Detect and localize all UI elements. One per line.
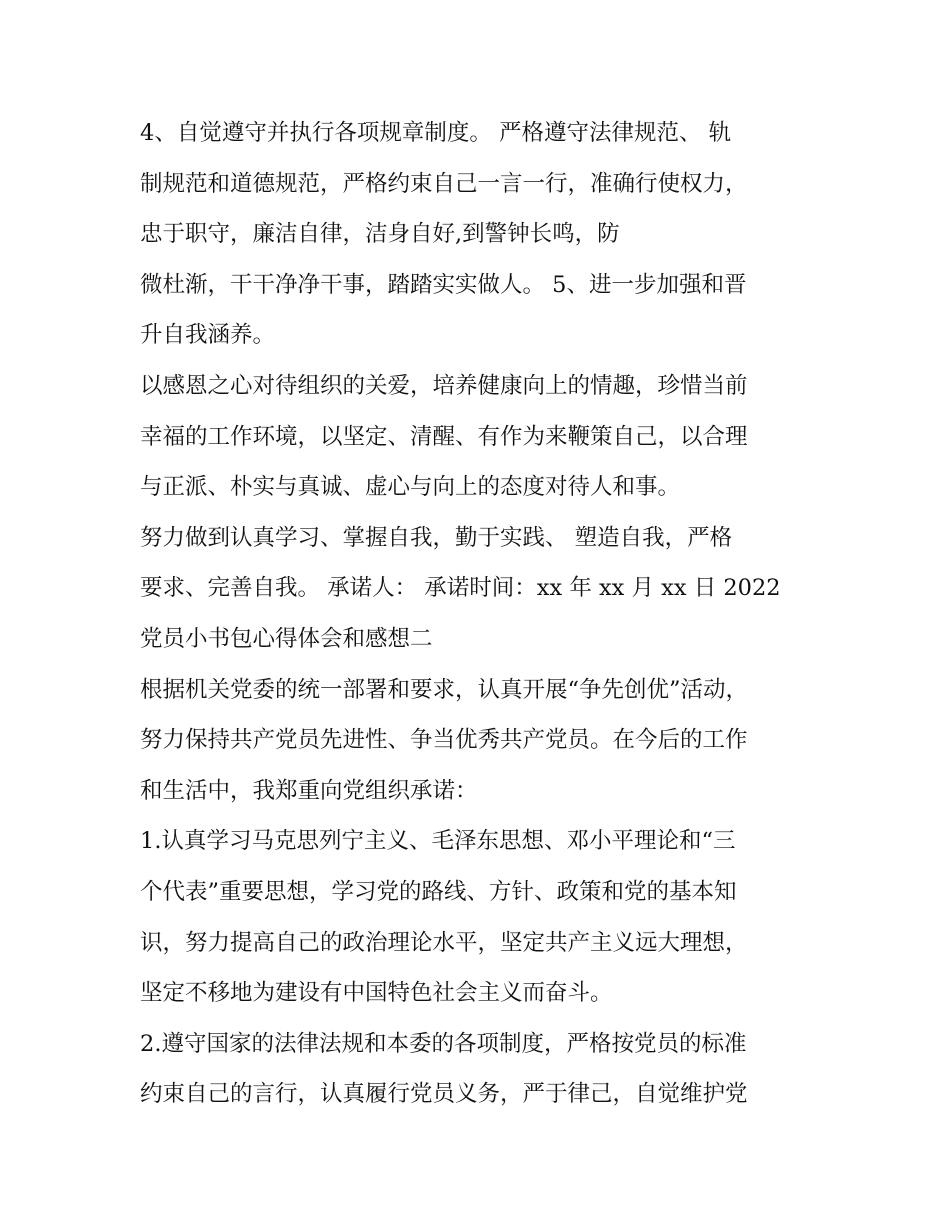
text-line-16: 个代表”重要思想，学习党的路线、方针、政策和党的基本知 [140,878,737,905]
text-line-20: 约束自己的言行，认真履行党员义务，严于律己，自觉维护党 [140,1081,748,1108]
section-heading: 党员小书包心得体会和感想二 [140,625,433,652]
text-line-2: 制规范和道德规范，严格约束自己一言一行，准确行使权力， [140,170,748,197]
text-line-15: 1.认真学习马克思列宁主义、毛泽东思想、邓小平理论和“三 [140,828,736,855]
text-line-6: 以感恩之心对待组织的关爱，培养健康向上的情趣，珍惜当前 [140,372,748,399]
text-line-18: 坚定不移地为建设有中国特色社会主义而奋斗。 [140,980,613,1007]
text-line-17: 识，努力提高自己的政治理论水平，坚定共产主义远大理想， [140,929,748,956]
text-line-4: 微杜渐，干干净净干事，踏踏实实做人。 5、进一步加强和晋 [140,271,747,298]
text-line-19: 2.遵守国家的法律法规和本委的各项制度，严格按党员的标准 [140,1030,747,1057]
text-line-9: 努力做到认真学习、掌握自我，勤于实践、 塑造自我，严格 [140,524,733,551]
text-line-1: 4、自觉遵守并执行各项规章制度。 严格遵守法律规范、 轨 [140,120,732,146]
text-line-3: 忠于职守，廉洁自律，洁身自好,到警钟长鸣，防 [140,221,620,248]
text-line-7: 幸福的工作环境，以坚定、清醒、有作为来鞭策自己，以合理 [140,423,748,450]
text-line-5: 升自我涵养。 [140,322,276,349]
text-line-10: 要求、完善自我。 承诺人： 承诺时间：xx 年 xx 月 xx 日 2022 [140,575,781,602]
text-line-13: 努力保持共产党员先进性、争当优秀共产党员。在今后的工作 [140,727,748,754]
body-text [140,108,840,1120]
text-line-8: 与正派、朴实与真诚、虚心与向上的态度对待人和事。 [140,474,681,501]
text-line-12: 根据机关党委的统一部署和要求，认真开展“争先创优”活动， [140,676,749,703]
text-line-14: 和生活中，我郑重向党组织承诺： [140,777,478,804]
